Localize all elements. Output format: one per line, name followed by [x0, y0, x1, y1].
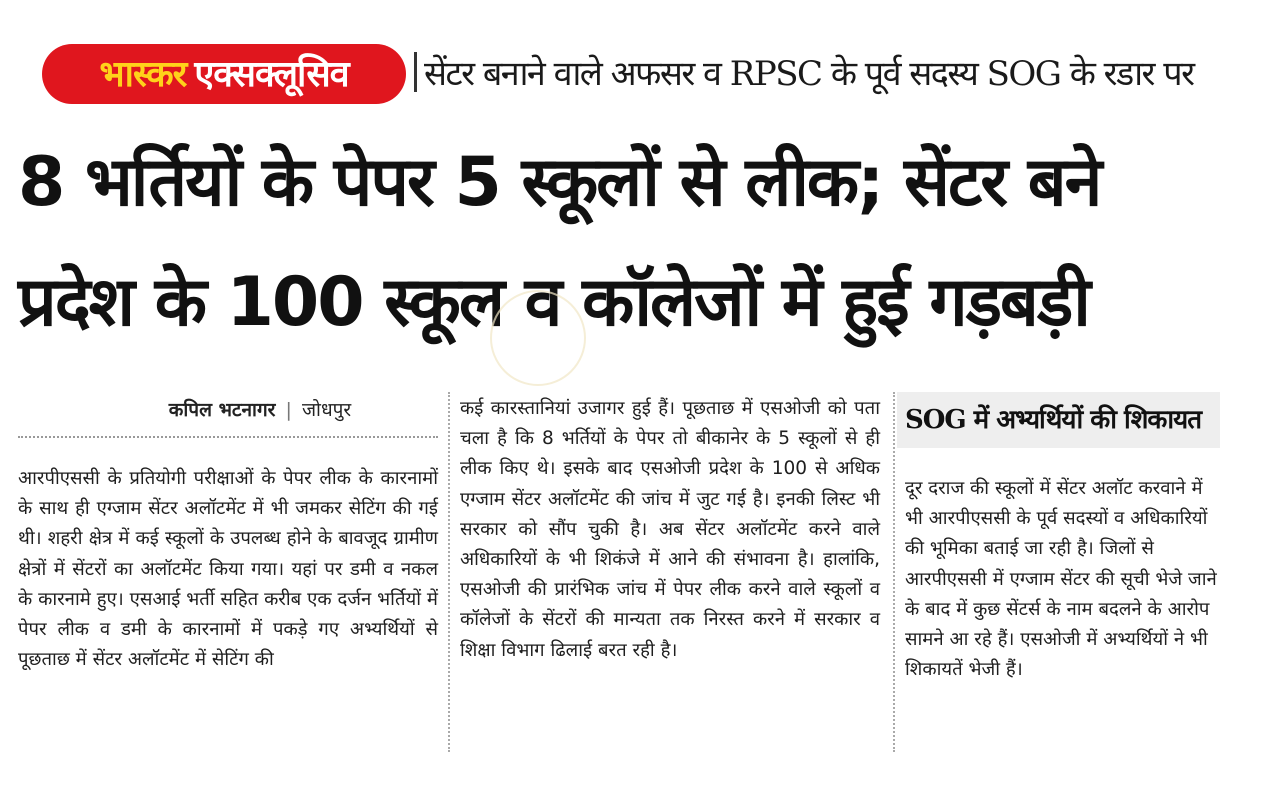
- badge-label: एक्सक्लूसिव: [194, 53, 349, 95]
- byline-separator: |: [285, 399, 292, 421]
- sidebar-text: दूर दराज की स्कूलों में सेंटर अलॉट करवाने में भी आरपीएससी के पूर्व सदस्यों व अधिकारियों की भूमिका बताई जा रही है। जिलों से आरपीएससी में एग्जाम सेंटर की सूची भेजे जाने के बाद में कुछ सेंटर्स के नाम बदलने के आरोप सामने आ रहे हैं। एसओजी में अभ्यर्थियों ने भी शिकायतें भेजी हैं।: [905, 478, 1217, 681]
- byline: [80, 394, 440, 426]
- badge-brand: भास्कर: [99, 53, 187, 95]
- exclusive-badge: [42, 44, 406, 104]
- article-column-2: कई कारस्तानियां उजागर हुई हैं। पूछताछ में एसओजी को पता चला है कि 8 भर्तियों के पेपर तो बीकानेर के 5 स्कूलों से ही लीक किए थे। इसके बाद एसओजी प्रदेश के 100 से अधिक एग्जाम सेंटर अलॉटमेंट की जांच में जुट गई है। इनकी लिस्ट भी सरकार को सौंप चुकी है। अब सेंटर अलॉटमेंट करने वाले अधिकारियों के भी शिकंजे में आने की संभावना है। हालांकि, एसओजी की प्रारंभिक जांच में पेपर लीक करने वाले स्कूलों व कॉलेजों के सेंटरों की मान्यता तक निरस्त करने में सरकार व शिक्षा विभाग ढिलाई बरत रही है।: [460, 398, 880, 661]
- column-divider-1: [448, 392, 450, 752]
- byline-location: जोधपुर: [301, 399, 352, 421]
- byline-divider: [18, 436, 438, 438]
- kicker-headline: सेंटर बनाने वाले अफसर व RPSC के पूर्व सदस्य SOG के रडार पर: [424, 54, 1194, 94]
- column-divider-2: [893, 392, 895, 752]
- sidebar-title: SOG में अभ्यर्थियों की शिकायत: [897, 392, 1220, 448]
- watermark-seal: [490, 290, 586, 386]
- main-headline-line-1: 8 भर्तियों के पेपर 5 स्कूलों से लीक; सेंटर बने: [18, 143, 1101, 222]
- kicker-divider: [414, 52, 417, 92]
- main-headline-line-2: प्रदेश के 100 स्कूल व कॉलेजों में हुई गड़बड़ी: [18, 263, 1089, 342]
- article-column-1: आरपीएससी के प्रतियोगी परीक्षाओं के पेपर लीक के कारनामों के साथ ही एग्जाम सेंटर अलॉटमेंट में भी जमकर सेटिंग की गई थी। शहरी क्षेत्र में कई स्कूलों के उपलब्ध होने के बावजूद ग्रामीण क्षेत्रों में सेंटरों का अलॉटमेंट किया गया। यहां पर डमी व नकल के कारनामे हुए। एसआई भर्ती सहित करीब एक दर्जन भर्तियों में पेपर लीक व डमी के कारनामों में पकड़े गए अभ्यर्थियों से पूछताछ में सेंटर अलॉटमेंट में सेटिंग की: [18, 468, 438, 671]
- byline-author: कपिल भटनागर: [168, 399, 276, 421]
